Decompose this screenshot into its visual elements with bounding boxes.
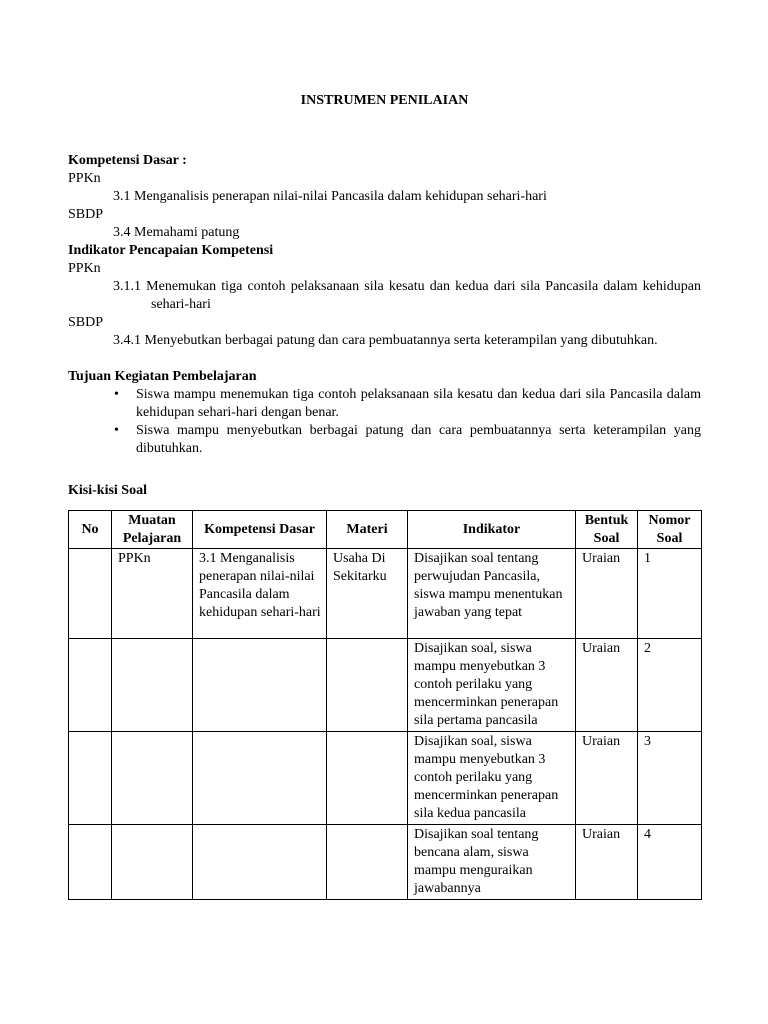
tujuan-heading: Tujuan Kegiatan Pembelajaran [68, 369, 257, 384]
cell-kompetensi [193, 825, 327, 900]
col-header-kompetensi: Kompetensi Dasar [193, 511, 327, 549]
table-row [69, 825, 702, 900]
table-row [69, 549, 702, 639]
cell-bentuk: Uraian [576, 825, 638, 900]
indikator-section [68, 242, 701, 350]
cell-materi [327, 825, 408, 900]
cell-indikator: Disajikan soal tentang bencana alam, siswa mampu menguraikan jawabannya [408, 825, 576, 900]
col-header-muatan: Muatan Pelajaran [112, 511, 193, 549]
cell-muatan [112, 732, 193, 825]
cell-materi [327, 639, 408, 732]
cell-no [69, 732, 112, 825]
table-header-row [69, 511, 702, 549]
indikator-heading: Indikator Pencapaian Kompetensi [68, 243, 274, 258]
list-item [114, 386, 701, 422]
kisi-table [68, 510, 702, 900]
list-item [114, 422, 701, 458]
cell-kompetensi: 3.1 Menganalisis penerapan nilai-nilai Pancasila dalam kehidupan sehari-hari [193, 549, 327, 639]
cell-materi [327, 732, 408, 825]
bullet-icon: • [114, 387, 119, 402]
kompetensi-heading: Kompetensi Dasar : [68, 153, 187, 168]
table-row [69, 732, 702, 825]
cell-no [69, 825, 112, 900]
col-header-nomor: Nomor Soal [638, 511, 702, 549]
cell-nomor: 1 [638, 549, 702, 639]
document-page [68, 92, 701, 900]
cell-bentuk: Uraian [576, 639, 638, 732]
cell-no [69, 639, 112, 732]
kompetensi-sbdp-item: 3.4 Memahami patung [113, 225, 240, 240]
kisi-section [68, 482, 701, 900]
tujuan-section [68, 368, 701, 458]
kisi-heading: Kisi-kisi Soal [68, 483, 147, 498]
cell-kompetensi [193, 639, 327, 732]
kompetensi-section [68, 152, 701, 242]
table-row [69, 639, 702, 732]
tujuan-list [68, 386, 701, 458]
col-header-indikator: Indikator [408, 511, 576, 549]
indikator-sbdp-label: SBDP [68, 315, 104, 330]
indikator-sbdp-item: 3.4.1 Menyebutkan berbagai patung dan cara pembuatannya serta keterampilan yang dibutuhkan. [113, 333, 658, 348]
cell-bentuk: Uraian [576, 549, 638, 639]
col-header-no: No [69, 511, 112, 549]
cell-kompetensi [193, 732, 327, 825]
cell-bentuk: Uraian [576, 732, 638, 825]
col-header-materi: Materi [327, 511, 408, 549]
cell-muatan: PPKn [112, 549, 193, 639]
indikator-ppkn-label: PPKn [68, 261, 101, 276]
tujuan-item-text: Siswa mampu menyebutkan berbagai patung dan cara pembuatannya serta keterampilan yang dibutuhkan. [136, 423, 701, 456]
cell-materi: Usaha Di Sekitarku [327, 549, 408, 639]
cell-nomor: 2 [638, 639, 702, 732]
cell-nomor: 3 [638, 732, 702, 825]
cell-no [69, 549, 112, 639]
bullet-icon: • [114, 423, 119, 438]
cell-muatan [112, 825, 193, 900]
col-header-bentuk: Bentuk Soal [576, 511, 638, 549]
cell-muatan [112, 639, 193, 732]
kompetensi-ppkn-item: 3.1 Menganalisis penerapan nilai-nilai Pancasila dalam kehidupan sehari-hari [113, 189, 547, 204]
tujuan-item-text: Siswa mampu menemukan tiga contoh pelaksanaan sila kesatu dan kedua dari sila Pancasila dalam kehidupan sehari-hari dengan benar. [136, 387, 701, 420]
cell-indikator: Disajikan soal, siswa mampu menyebutkan 3 contoh perilaku yang mencerminkan penerapan sila kedua pancasila [408, 732, 576, 825]
kompetensi-sbdp-label: SBDP [68, 207, 104, 222]
cell-indikator: Disajikan soal, siswa mampu menyebutkan 3 contoh perilaku yang mencerminkan penerapan sila pertama pancasila [408, 639, 576, 732]
cell-indikator: Disajikan soal tentang perwujudan Pancasila, siswa mampu menentukan jawaban yang tepat [408, 549, 576, 639]
cell-nomor: 4 [638, 825, 702, 900]
indikator-ppkn-item: 3.1.1 Menemukan tiga contoh pelaksanaan sila kesatu dan kedua dari sila Pancasila dalam kehidupan sehari-hari [113, 279, 701, 312]
kompetensi-ppkn-label: PPKn [68, 171, 101, 186]
document-title: INSTRUMEN PENILAIAN [300, 93, 469, 108]
